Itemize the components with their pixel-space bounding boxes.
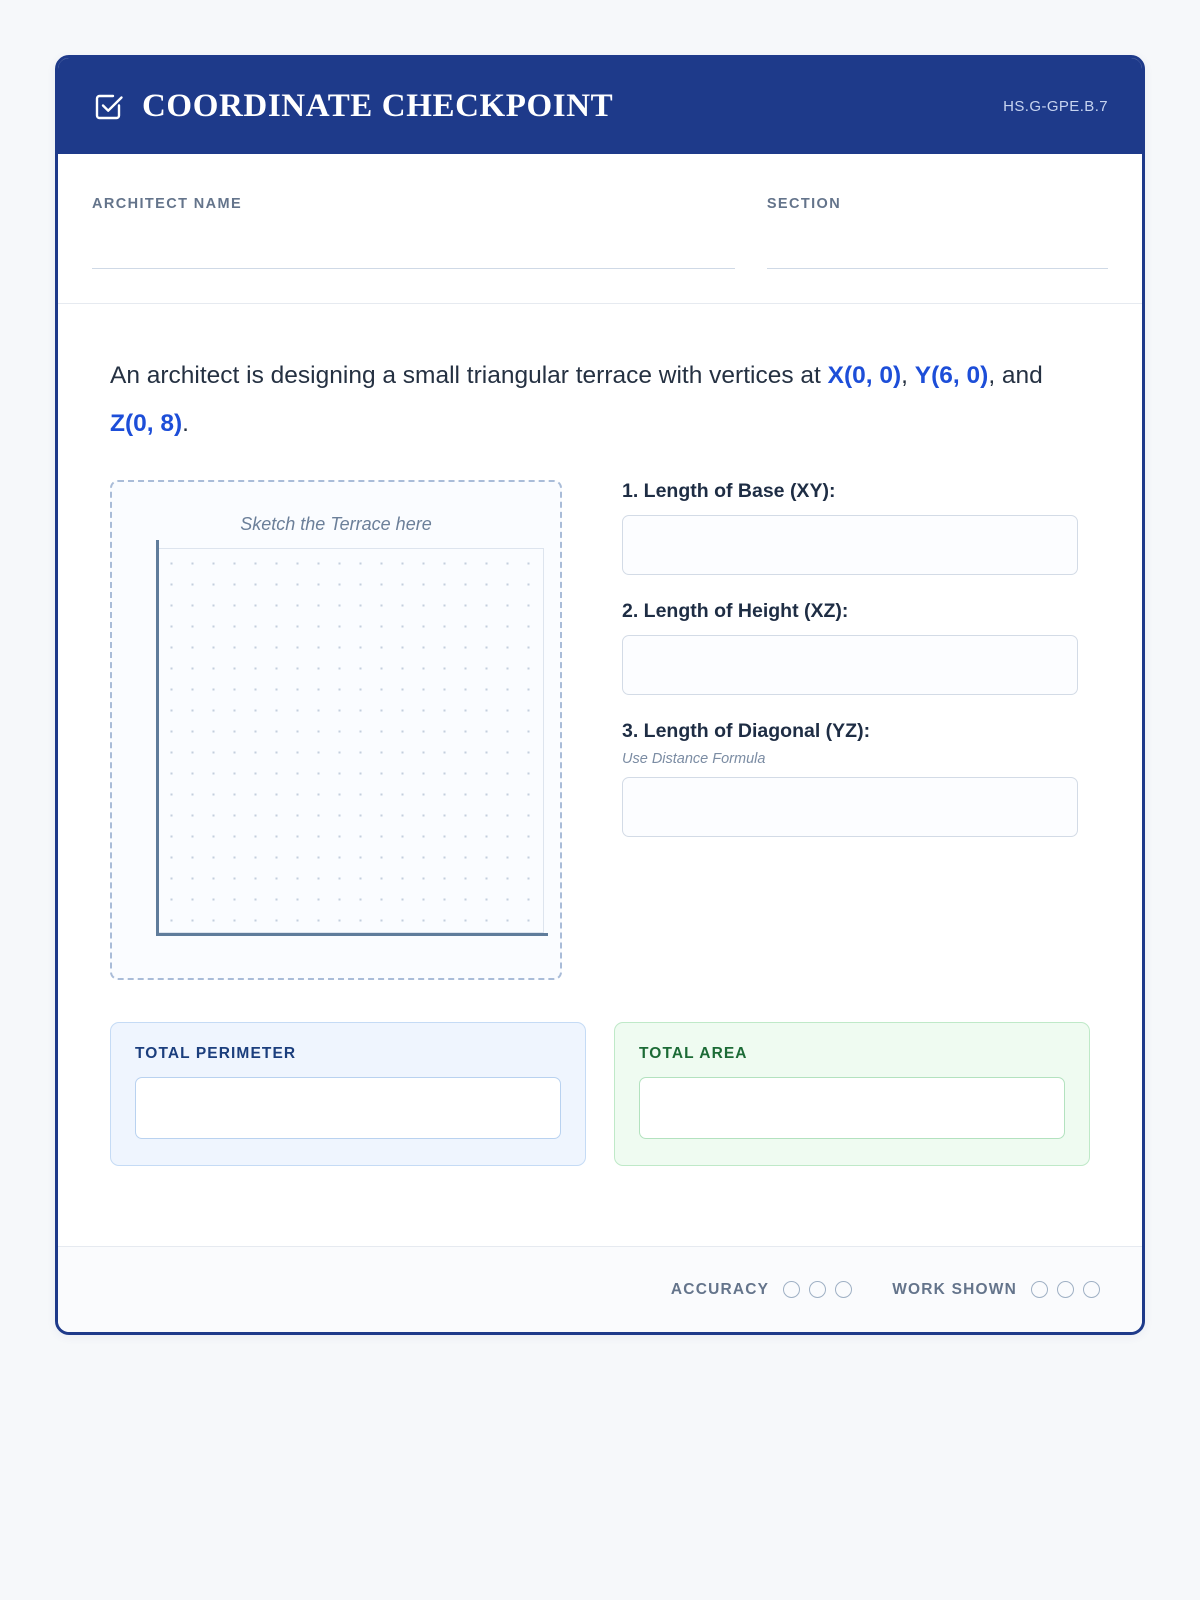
architect-name-label: ARCHITECT NAME — [92, 196, 243, 212]
sketch-area[interactable] — [110, 480, 562, 980]
questions-column — [562, 480, 1090, 980]
total-perimeter-label: TOTAL PERIMETER — [135, 1044, 297, 1062]
question-2 — [622, 600, 1090, 695]
architect-name-line[interactable] — [92, 268, 735, 269]
total-perimeter-input[interactable] — [135, 1077, 561, 1139]
problem-statement — [58, 304, 1142, 448]
accuracy-score-group — [671, 1281, 852, 1299]
total-area-card — [614, 1022, 1090, 1166]
section-label: SECTION — [766, 196, 842, 212]
accuracy-dots — [783, 1281, 852, 1298]
sketch-instruction-label: Sketch the Terrace here — [240, 513, 432, 534]
question-2-input[interactable] — [622, 635, 1078, 695]
totals-row — [58, 980, 1142, 1166]
checkbox-check-icon — [92, 90, 124, 122]
question-3-hint: Use Distance Formula — [622, 750, 766, 767]
problem-sep-2: , and — [988, 362, 1043, 389]
header-left-group — [92, 88, 613, 125]
work-shown-score-group — [892, 1281, 1100, 1299]
problem-text-end: . — [182, 409, 189, 437]
question-2-label: 2. Length of Height (XZ): — [622, 599, 849, 622]
section-field[interactable] — [767, 196, 1108, 303]
vertex-z: Z(0, 8) — [110, 409, 183, 437]
accuracy-dot-1[interactable] — [783, 1281, 800, 1298]
architect-name-field[interactable] — [92, 196, 735, 303]
question-3-label: 3. Length of Diagonal (YZ): — [622, 719, 871, 742]
sketch-x-axis — [156, 933, 548, 936]
worksheet-footer — [58, 1246, 1142, 1332]
question-1 — [622, 480, 1090, 575]
question-1-label: 1. Length of Base (XY): — [622, 479, 836, 502]
sketch-y-axis — [156, 540, 159, 936]
work-shown-dots — [1031, 1281, 1100, 1298]
question-3-input[interactable] — [622, 777, 1078, 837]
total-area-input[interactable] — [639, 1077, 1065, 1139]
total-area-label: TOTAL AREA — [639, 1044, 748, 1062]
worksheet-title: COORDINATE CHECKPOINT — [142, 87, 614, 124]
question-3 — [622, 720, 1090, 837]
sketch-dot-grid[interactable] — [156, 548, 544, 933]
section-line[interactable] — [767, 268, 1108, 269]
work-area — [58, 448, 1142, 980]
problem-sep-1: , — [901, 362, 915, 389]
worksheet-header — [58, 58, 1142, 154]
accuracy-dot-3[interactable] — [835, 1281, 852, 1298]
vertex-x: X(0, 0) — [827, 362, 902, 389]
question-1-input[interactable] — [622, 515, 1078, 575]
vertex-y: Y(6, 0) — [914, 362, 989, 389]
identity-row — [58, 154, 1142, 304]
accuracy-dot-2[interactable] — [809, 1281, 826, 1298]
standard-code: HS.G-GPE.B.7 — [1003, 97, 1108, 115]
work-shown-dot-2[interactable] — [1057, 1281, 1074, 1298]
work-shown-dot-3[interactable] — [1083, 1281, 1100, 1298]
worksheet-card — [55, 55, 1145, 1335]
accuracy-label: ACCURACY — [670, 1280, 770, 1298]
work-shown-label: WORK SHOWN — [892, 1280, 1017, 1298]
work-shown-dot-1[interactable] — [1031, 1281, 1048, 1298]
total-perimeter-card — [110, 1022, 586, 1166]
problem-text-part1: An architect is designing a small triangular terrace with vertices at — [110, 362, 828, 389]
